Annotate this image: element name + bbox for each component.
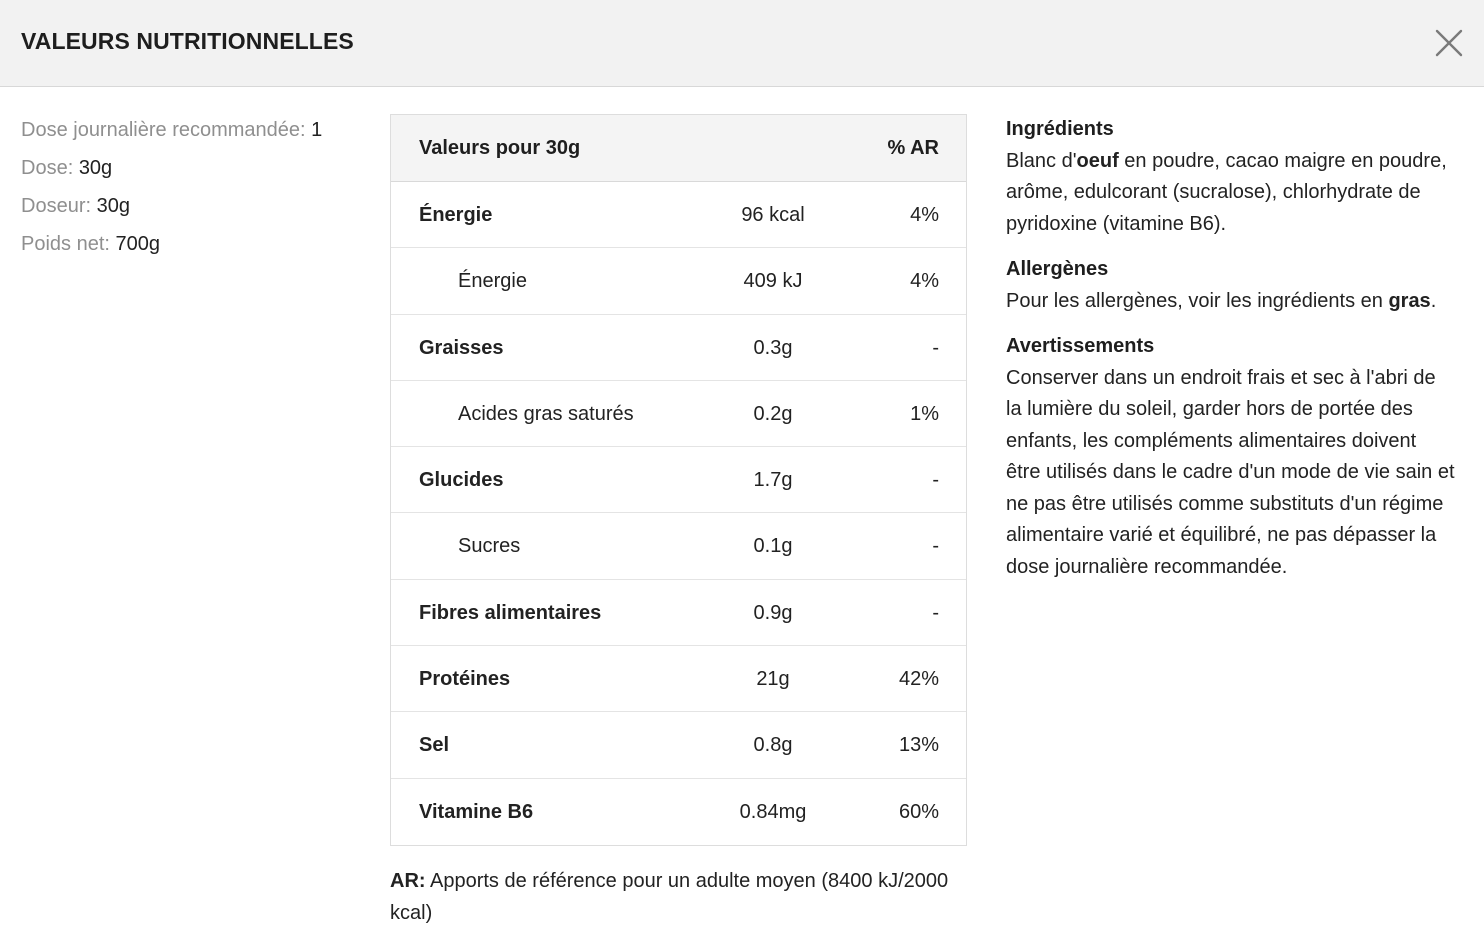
ingredients-text bbox=[1006, 146, 1456, 241]
ingredients-prefix: Blanc d' bbox=[1006, 149, 1077, 172]
table-row bbox=[391, 381, 966, 447]
ar-footnote-label: AR: bbox=[390, 870, 426, 892]
warnings-title: Avertissements bbox=[1006, 335, 1155, 357]
table-row bbox=[391, 248, 966, 314]
info-value: 30g bbox=[78, 157, 113, 179]
row-ar: 4% bbox=[910, 270, 939, 293]
allergens-title: Allergènes bbox=[1006, 258, 1109, 280]
allergens-section bbox=[1006, 254, 1456, 317]
info-label: Doseur: bbox=[21, 195, 92, 217]
row-value: 96 kcal bbox=[741, 204, 805, 226]
row-value: 21g bbox=[756, 668, 790, 691]
row-value: 0.84mg bbox=[739, 800, 807, 823]
row-value: 1.7g bbox=[753, 469, 793, 492]
info-row-net-weight bbox=[21, 232, 371, 270]
row-name: Fibres alimentaires bbox=[419, 601, 602, 624]
info-value: 1 bbox=[311, 119, 323, 141]
row-ar: 1% bbox=[910, 402, 939, 425]
close-icon bbox=[1434, 28, 1464, 58]
ar-footnote-text: Apports de référence pour un adulte moyen (8400 kJ/2000 kcal) bbox=[390, 870, 949, 924]
table-row bbox=[391, 513, 966, 579]
row-name: Vitamine B6 bbox=[419, 800, 534, 823]
header-portion: Valeurs pour 30g bbox=[419, 137, 581, 159]
info-value: 30g bbox=[96, 195, 130, 217]
row-name: Protéines bbox=[419, 668, 511, 691]
warnings-text: Conserver dans un endroit frais et sec à l'abri de la lumière du soleil, garder hors de portée des enfants, les compléments alimentaires doivent être utilisés dans le cadre d'un mode de vie sain et ne pas être utilisés comme substituts d'un régime alimentaire varié et équilibré, ne pas dépasser la dose journalière recommandée. bbox=[1006, 366, 1455, 578]
close-button[interactable] bbox=[1434, 28, 1464, 58]
row-ar: 13% bbox=[898, 734, 939, 757]
row-name: Sucres bbox=[458, 535, 521, 558]
modal-header bbox=[0, 0, 1484, 87]
allergens-text bbox=[1006, 286, 1456, 318]
nutrition-table-header bbox=[391, 115, 966, 182]
row-name: Sel bbox=[419, 734, 450, 757]
row-name: Acides gras saturés bbox=[458, 402, 634, 425]
info-row-dose bbox=[21, 156, 371, 194]
info-label: Dose journalière recommandée: bbox=[21, 119, 306, 141]
row-value: 0.1g bbox=[753, 535, 793, 558]
row-value: 0.3g bbox=[753, 336, 793, 359]
ingredients-title: Ingrédients bbox=[1006, 118, 1114, 140]
row-value: 0.9g bbox=[753, 601, 793, 624]
table-row bbox=[391, 646, 966, 712]
row-name: Glucides bbox=[419, 469, 504, 492]
row-name: Graisses bbox=[419, 336, 504, 359]
info-value: 700g bbox=[115, 233, 161, 255]
table-row bbox=[391, 779, 966, 845]
row-name: Énergie bbox=[458, 270, 527, 293]
allergens-bold: gras bbox=[1388, 289, 1431, 312]
ingredients-section bbox=[1006, 114, 1456, 240]
table-row bbox=[391, 447, 966, 513]
row-ar: - bbox=[932, 469, 939, 492]
table-row bbox=[391, 712, 966, 778]
info-row-scoop bbox=[21, 194, 371, 232]
allergens-prefix: Pour les allergènes, voir les ingrédients en bbox=[1006, 289, 1389, 312]
row-ar: - bbox=[932, 336, 939, 359]
ingredients-allergen: oeuf bbox=[1076, 149, 1119, 172]
info-row-daily-dose bbox=[21, 118, 371, 156]
ar-footnote bbox=[390, 866, 950, 929]
header-ar: % AR bbox=[887, 137, 939, 159]
table-row bbox=[391, 580, 966, 646]
row-ar: - bbox=[932, 535, 939, 558]
row-value: 409 kJ bbox=[743, 270, 803, 293]
warnings-section bbox=[1006, 331, 1456, 583]
nutrition-table bbox=[390, 114, 967, 846]
row-value: 0.8g bbox=[753, 734, 793, 757]
table-row bbox=[391, 182, 966, 248]
info-label: Dose: bbox=[21, 157, 74, 179]
row-ar: - bbox=[932, 601, 939, 624]
row-ar: 4% bbox=[910, 204, 939, 226]
allergens-suffix: . bbox=[1430, 289, 1437, 312]
info-label: Poids net: bbox=[21, 233, 110, 255]
modal-title: VALEURS NUTRITIONNELLES bbox=[21, 28, 354, 54]
row-name: Énergie bbox=[419, 204, 493, 226]
row-ar: 42% bbox=[898, 668, 939, 691]
row-ar: 60% bbox=[898, 800, 939, 823]
row-value: 0.2g bbox=[753, 402, 793, 425]
table-row bbox=[391, 315, 966, 381]
ingredients-suffix: en poudre, cacao maigre en poudre, arôme, edulcorant (sucralose), chlorhydrate de pyridoxine (vitamine B6). bbox=[1006, 149, 1447, 235]
product-details bbox=[1006, 114, 1456, 597]
product-info-list bbox=[21, 118, 371, 270]
